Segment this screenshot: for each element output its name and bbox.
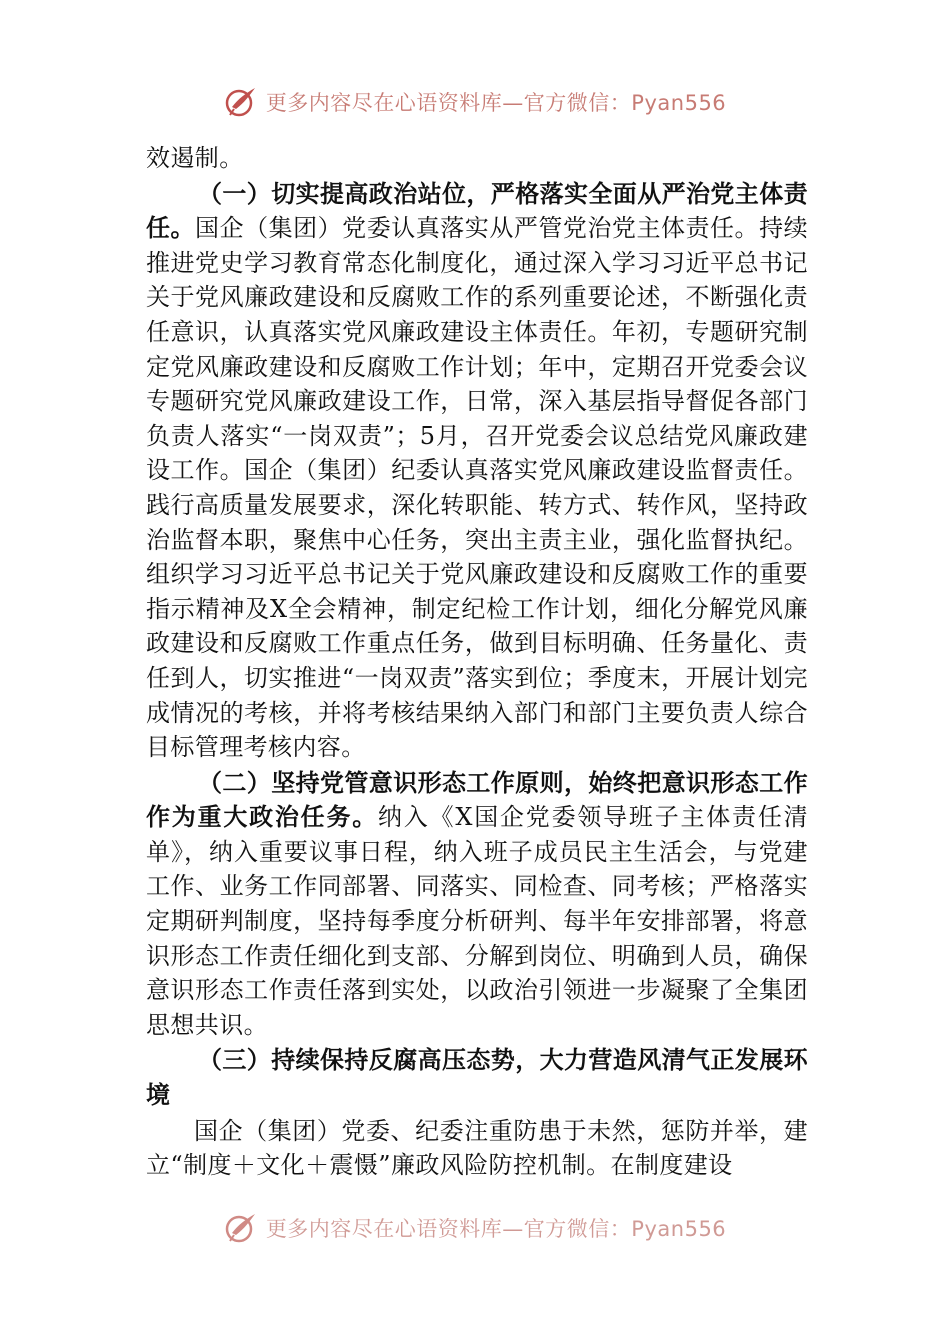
header-watermark-text: 更多内容尽在心语资料库—官方微信：Pyan556	[265, 91, 727, 115]
section-3-heading: （三）持续保持反腐高压态势，大力营造风清气正发展环境	[146, 1045, 808, 1110]
section-2-heading: （二）坚持党管意识形态工作原则，始终把意识形态工作作为重大政治任务。	[146, 767, 808, 832]
section-2-text: 纳入《X国企党委领导班子主体责任清单》，纳入重要议事日程，纳入班子成员民主生活会，与党建工作、业务工作同部署、同落实、同检查、同考核；严格落实定期研判制度，坚持每季度分析研判、每半年安排部署，将意识形态工作责任细化到支部、分解到岗位、明确到人员，确保意识形态工作责任落到实处，以政治引领进一步凝聚了全集团思想共识。	[146, 803, 808, 1039]
footer-watermark-banner	[0, 1208, 950, 1248]
section-1-paragraph	[146, 177, 808, 765]
document-body	[146, 141, 808, 1184]
section-3-text: 国企（集团）党委、纪委注重防患于未然，惩防并举，建立“制度＋文化＋震慑”廉政风险防控机制。在制度建设	[146, 1116, 808, 1180]
section-1-heading: （一）切实提高政治站位，严格落实全面从严治党主体责任。	[146, 178, 808, 243]
header-watermark-banner	[0, 82, 950, 122]
section-2-paragraph	[146, 766, 808, 1043]
paragraph-continuation: 效遏制。	[146, 144, 244, 172]
footer-watermark-text: 更多内容尽在心语资料库—官方微信：Pyan556	[265, 1217, 727, 1241]
quill-pen-logo-icon	[224, 85, 258, 119]
quill-pen-logo-icon	[224, 1211, 258, 1245]
section-1-text: 国企（集团）党委认真落实从严管党治党主体责任。持续推进党史学习教育常态化制度化，通过深入学习习近平总书记关于党风廉政建设和反腐败工作的系列重要论述，不断强化责任意识，认真落实党风廉政建设主体责任。年初，专题研究制定党风廉政建设和反腐败工作计划；年中，定期召开党委会议专题研究党风廉政建设工作，日常，深入基层指导督促各部门负责人落实“一岗双责”；5月，召开党委会议总结党风廉政建设工作。国企（集团）纪委认真落实党风廉政建设监督责任。践行高质量发展要求，深化转职能、转方式、转作风，坚持政治监督本职，聚焦中心任务，突出主责主业，强化监督执纪。组织学习习近平总书记关于党风廉政建设和反腐败工作的重要指示精神及X全会精神，制定纪检工作计划，细化分解党风廉政建设和反腐败工作重点任务，做到目标明确、任务量化、责任到人，切实推进“一岗双责”落实到位；季度末，开展计划完成情况的考核，并将考核结果纳入部门和部门主要负责人综合目标管理考核内容。	[146, 214, 808, 762]
